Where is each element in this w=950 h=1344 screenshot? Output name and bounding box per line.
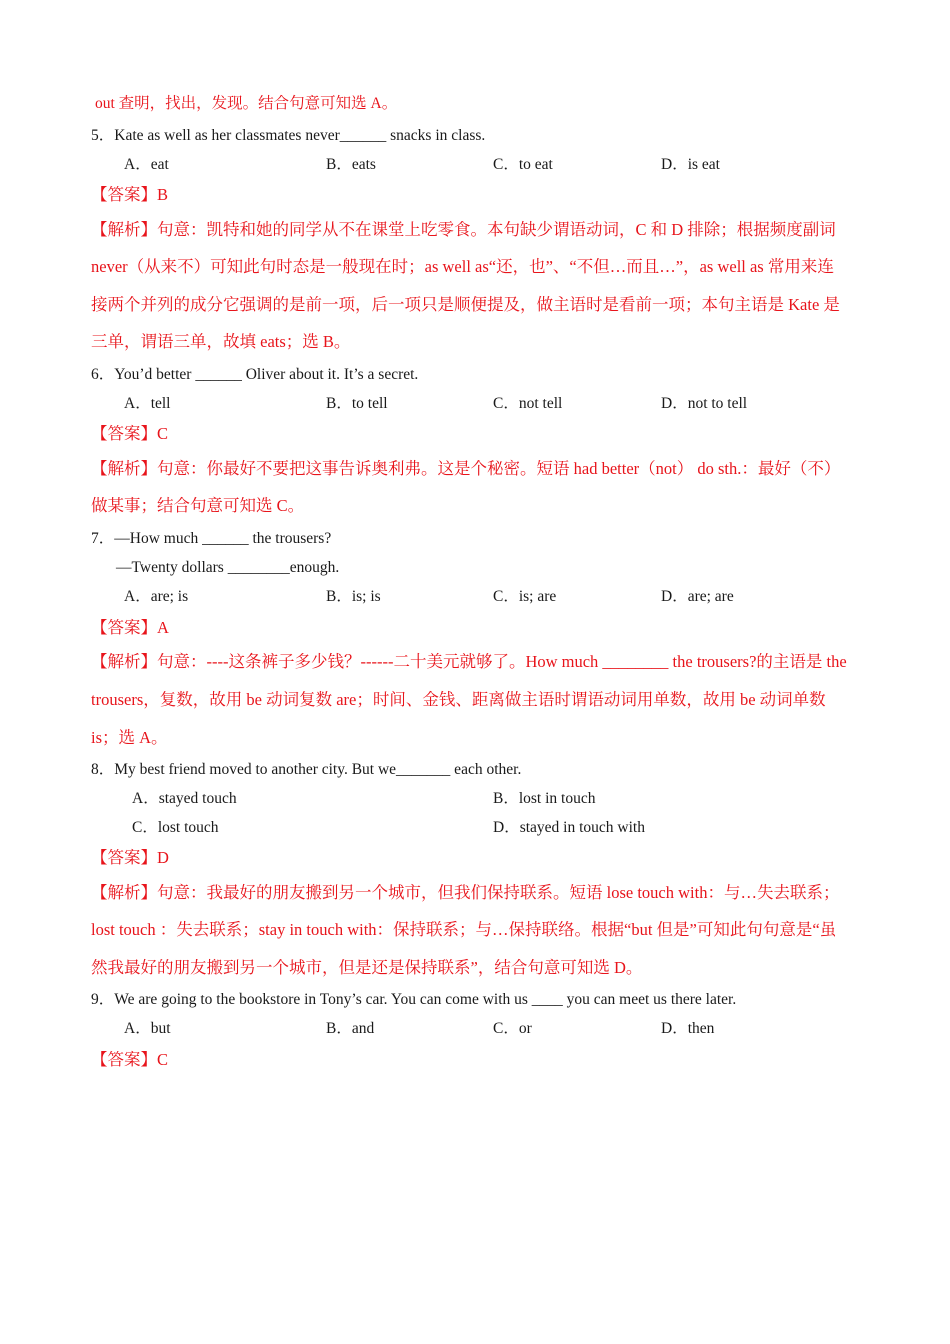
q5-explanation-line: 【解析】句意：凯特和她的同学从不在课堂上吃零食。本句缺少谓语动词，C 和 D 排除；根据频度副词 <box>91 220 836 239</box>
q6-answer: 【答案】C <box>91 424 169 443</box>
question-9: 9．We are going to the bookstore in Tony’s car. You can come with us ____ you can meet us there later. <box>91 991 737 1008</box>
q7-option-d: D．are; are <box>661 588 734 605</box>
question-6: 6．You’d better ______ Oliver about it. It’s a secret. <box>91 366 419 383</box>
q7-option-b: B．is; is <box>326 588 381 605</box>
question-7: 7．—How much ______ the trousers? <box>91 530 332 547</box>
q9-option-b: B．and <box>326 1020 375 1037</box>
q7-explanation-line: trousers，复数，故用 be 动词复数 are；时间、金钱、距离做主语时谓语动词用单数，故用 be 动词单数 <box>91 690 826 709</box>
q9-option-d: D．then <box>661 1020 715 1037</box>
q9-option-c: C．or <box>493 1020 532 1037</box>
q5-explanation-line: never（从来不）可知此句时态是一般现在时；as well as“还，也”、“不但…而且…”，as well as 常用来连 <box>91 257 834 276</box>
q5-answer: 【答案】B <box>91 185 169 204</box>
q7-explanation-line: is；选 A。 <box>91 728 168 747</box>
q5-explanation-line: 三单，谓语三单，故填 eats；选 B。 <box>91 332 351 351</box>
q7-option-a: A．are; is <box>124 588 189 605</box>
q8-answer: 【答案】D <box>91 848 169 867</box>
explanation-continuation: out 查明，找出，发现。结合句意可知选 A。 <box>95 95 398 112</box>
q8-explanation-line: lost touch ：失去联系；stay in touch with：保持联系；与…保持联络。根据“but 但是”可知此句句意是“虽 <box>91 920 837 939</box>
q8-option-d: D．stayed in touch with <box>493 819 645 836</box>
q8-option-b: B．lost in touch <box>493 790 596 807</box>
q7-answer: 【答案】A <box>91 618 169 637</box>
q9-option-a: A．but <box>124 1020 171 1037</box>
q5-explanation-line: 接两个并列的成分它强调的是前一项，后一项只是顺便提及，做主语时是看前一项；本句主语是 Kate 是 <box>91 295 840 314</box>
q5-option-c: C．to eat <box>493 156 553 173</box>
q8-option-a: A．stayed touch <box>132 790 237 807</box>
q8-explanation-line: 【解析】句意：我最好的朋友搬到另一个城市，但我们保持联系。短语 lose touch with：与…失去联系； <box>91 883 840 902</box>
q9-answer: 【答案】C <box>91 1050 169 1069</box>
question-8: 8．My best friend moved to another city. But we_______ each other. <box>91 761 522 778</box>
q5-option-d: D．is eat <box>661 156 720 173</box>
q8-explanation-line: 然我最好的朋友搬到另一个城市，但是还是保持联系”，结合句意可知选 D。 <box>91 958 643 977</box>
q6-option-a: A．tell <box>124 395 171 412</box>
q7-explanation-line: 【解析】句意：----这条裤子多少钱？------二十美元就够了。How much ________ the trousers?的主语是 the <box>91 652 847 671</box>
q6-option-c: C．not tell <box>493 395 563 412</box>
question-5: 5．Kate as well as her classmates never______ snacks in class. <box>91 127 486 144</box>
q5-option-b: B．eats <box>326 156 376 173</box>
q6-option-d: D．not to tell <box>661 395 748 412</box>
question-7-reply: —Twenty dollars ________enough. <box>116 559 340 576</box>
q7-option-c: C．is; are <box>493 588 557 605</box>
q6-explanation-line: 【解析】句意：你最好不要把这事告诉奥利弗。这是个秘密。短语 had better（not） do sth.：最好（不） <box>91 459 841 478</box>
q8-option-c: C．lost touch <box>132 819 219 836</box>
q6-explanation-line: 做某事；结合句意可知选 C。 <box>91 496 305 515</box>
q6-option-b: B．to tell <box>326 395 388 412</box>
q5-option-a: A．eat <box>124 156 169 173</box>
